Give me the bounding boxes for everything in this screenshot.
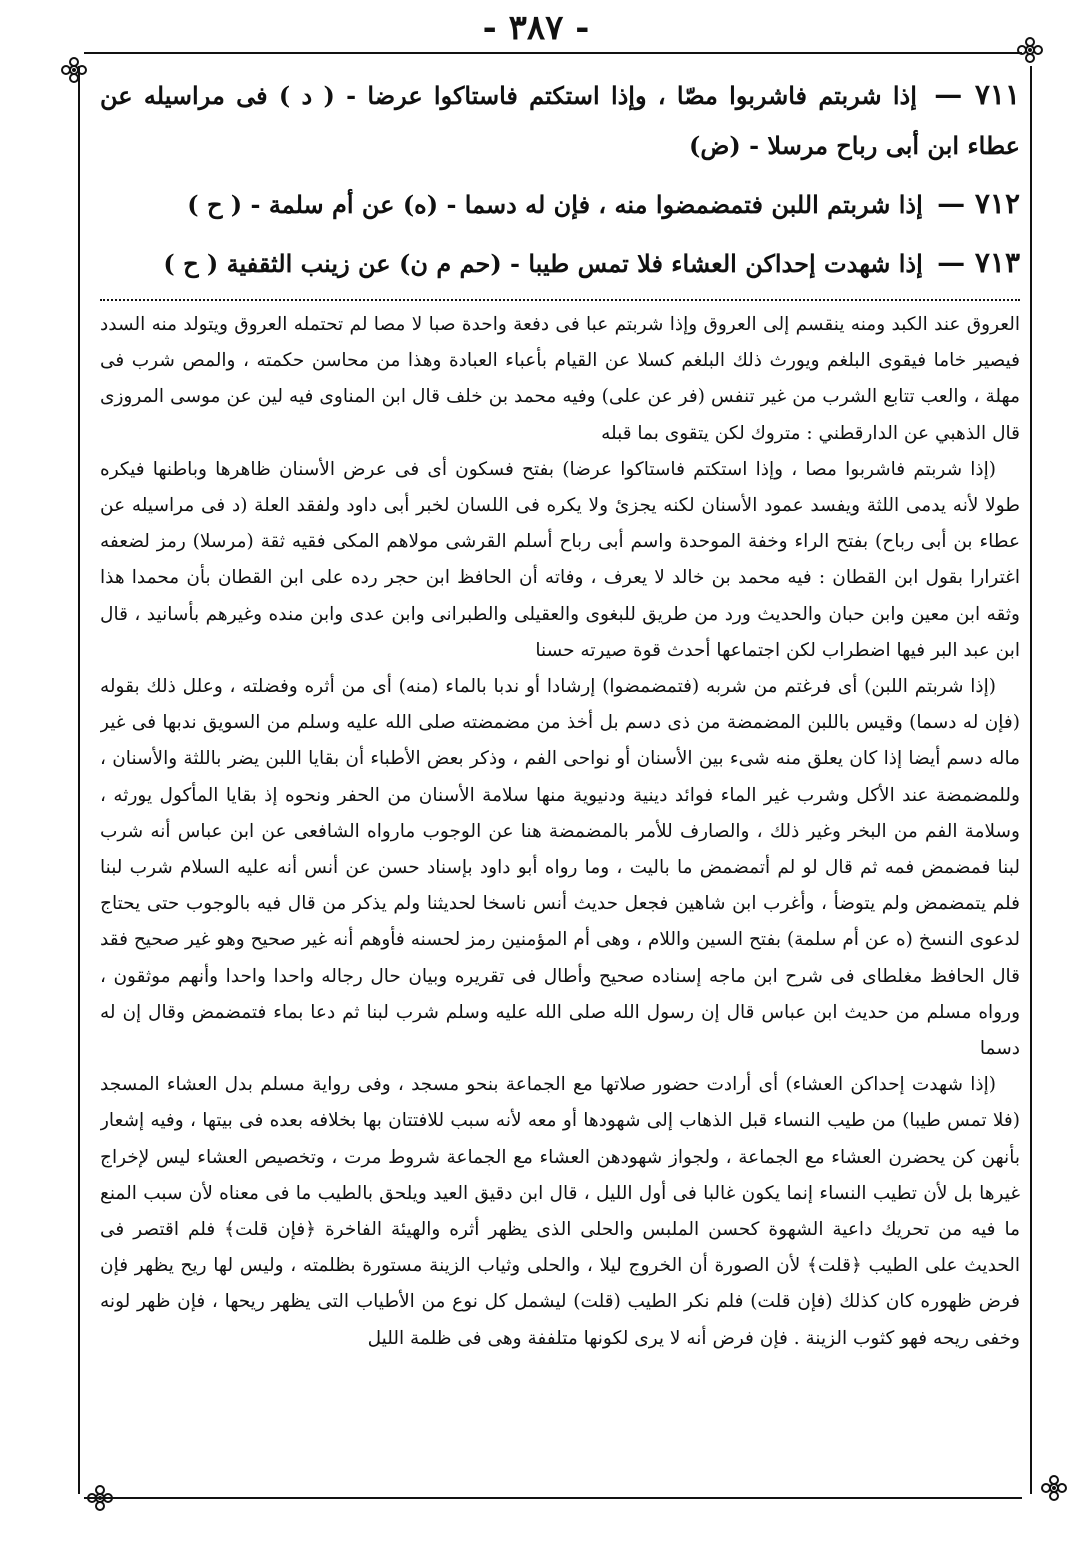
page-number: - ٣٨٧ - [482,8,590,48]
hadith-text: إذا شربتم فاشربوا مصّا ، وإذا استكتم فاستاكوا عرضا - ( د ) فى مراسيله عن عطاء ابن أبى رباح مرسلا - (ض) [100,81,1020,160]
frame-top-rule [84,52,1022,54]
commentary-paragraph: العروق عند الكبد ومنه ينقسم إلى العروق وإذا شربتم عبا فى دفعة واحدة صبا لا مصا لم تحتمله العروق ويتولد منه السدد فيصير خاما فيقوى البلغم ويورث ذلك البلغم كسلا عن القيام بأعباء العبادة وهذا من محاسن حكمته ، والمص شرب فى مهلة ، والعب تتابع الشرب من غير تنفس (فر عن على) وفيه محمد بن خلف قال ابن المناوى فيه لين عن موسى المروزى قال الذهبي عن الدارقطني : متروك لكن يتقوى بما قبله [100,314,1020,444]
commentary-paragraph: (إذا شربتم فاشربوا مصا ، وإذا استكتم فاستاكوا عرضا) بفتح فسكون أى فى عرض الأسنان ظاهرها وباطنها فيكره طولا لأنه يدمى اللثة ويفسد عمود الأسنان لكنه يجزئ ولا يكره فى اللسان لخبر أبى داود ولفقد العلة (د فى مراسيله عن عطاء بن أبى رباح) بفتح الراء وخفة الموحدة واسم أبى رباح أسلم القرشى مولاهم المكى فقيه ثقة (مرسلا) رمز لضعفه اغترارا بقول ابن القطان : فيه محمد بن خالد لا يعرف ، وفاته أن الحافظ ابن حجر رده على ابن القطان بأن محمدا هذا وثقه ابن معين وابن حبان والحديث ورد من طريق للبغوى والعقيلى والطبرانى وابن عدى وابن منده وغيرهم بأسانيد ، قال ابن عبد البر فيها اضطراب لكن اجتماعها أحدث قوة صيرته حسنا [100,458,1020,661]
corner-ornament-icon [1016,36,1044,64]
corner-ornament-icon [1040,1474,1068,1502]
page-content [100,70,1020,1490]
hadith-number: ٧١١ — [934,78,1020,111]
commentary-paragraph: (إذا شهدت إحداكن العشاء) أى أرادت حضور صلاتها مع الجماعة بنحو مسجد ، وفى رواية مسلم بدل العشاء المسجد (فلا تمس طيبا) من طيب النساء قبل الذهاب إلى شهودها أو معه لأنه سبب للافتتان بها بخلافه بعده فى بيتها ، وفيه إشعار بأنهن كن يحضرن العشاء مع الجماعة ، ولجواز شهودهن العشاء مع الجماعة شروط مرت ، وتخصيص العشاء ليس لإخراج غيرها بل لأن تطيب النساء إنما يكون غالبا فى أول الليل ، قال ابن دقيق العيد ويلحق بالطيب ما فى معناه لأن سبب المنع ما فيه من تحريك داعية الشهوة كحسن الملبس والحلى الذى يظهر أثره والهيئة الفاخرة ﴿فإن قلت﴾ فلم اقتصر فى الحديث على الطيب ﴿قلت﴾ لأن الصورة أن الخروج ليلا ، والحلى وثياب الزينة مستورة بظلمته ، وليس لها ريح يظهر فإن فرض ظهوره كان كذلك (فإن قلت) فلم نكر الطيب (قلت) ليشمل كل نوع من الأطياب التى يظهر ريحها ، فإن ظهر لونه وخفى ريحه فهو كثوب الزينة . فإن فرض أنه لا يرى لكونها متلففة وهى فى ظلمة الليل [100,1074,1020,1349]
commentary-paragraph: (إذا شربتم اللبن) أى فرغتم من شربه (فتمضمضوا) إرشادا أو ندبا بالماء (منه) أى من أثره وفضلته ، وعلل ذلك بقوله (فإن له دسما) وقيس باللبن المضمضة من ذى دسم بل أخذ من مضمضته صلى الله عليه وسلم من السويق ندبها فى غير ماله دسم أيضا إذا كان يعلق منه شىء بين الأسنان أو نواحى الفم ، وذكر بعض الأطباء أن بقايا اللبن يضر باللثة والأسنان ، وللمضمضة عند الأكل وشرب غير الماء فوائد دينية ودنيوية منها سلامة الأسنان من الحفر ونحوه إذ بقايا المأكول يورثه ، وسلامة الفم من البخر وغير ذلك ، والصارف للأمر بالمضمضة هنا عن الوجوب مارواه الشافعى عن ابن عباس أنه شرب لبنا فمضمض فمه ثم قال لو لم أتمضمض ما باليت ، وما رواه أبو داود بإسناد حسن عن أنس أنه عليه السلام شرب لبنا فلم يتمضمض ولم يتوضأ ، وأغرب ابن شاهين فجعل حديث أنس ناسخا لحديثنا ولم يذكر من قال فيه بالوجوب حتى يحتاج لدعوى النسخ (ه عن أم سلمة) بفتح السين واللام ، وهى أم المؤمنين رمز لحسنه فأوهم أنه غير صحيح وهو غير صحيح فقد قال الحافظ مغلطاى فى شرح ابن ماجه إسناده صحيح وأطال فى تقريره وبيان حال رجاله واحدا واحدا وأنهم موثقون ، ورواه مسلم من حديث ابن عباس قال إن رسول الله صلى الله عليه وسلم شرب لبنا ثم دعا بماء فتمضمض وقال إن له دسما [100,676,1020,1060]
hadith-entry [100,238,1020,289]
hadith-entry [100,70,1020,171]
hadith-text: إذا شربتم اللبن فتمضمضوا منه ، فإن له دسما - (ه) عن أم سلمة - ( ح ) [187,190,923,219]
hadith-entry [100,179,1020,230]
hadith-number: ٧١٣ — [937,246,1020,279]
hadith-text: إذا شهدت إحداكن العشاء فلا تمس طيبا - (حم م ن) عن زينب الثقفية ( ح ) [163,249,923,278]
frame-bottom-rule [84,1497,1022,1499]
hadith-number: ٧١٢ — [937,187,1020,220]
corner-ornament-icon [60,56,88,84]
dotted-divider [100,299,1020,301]
